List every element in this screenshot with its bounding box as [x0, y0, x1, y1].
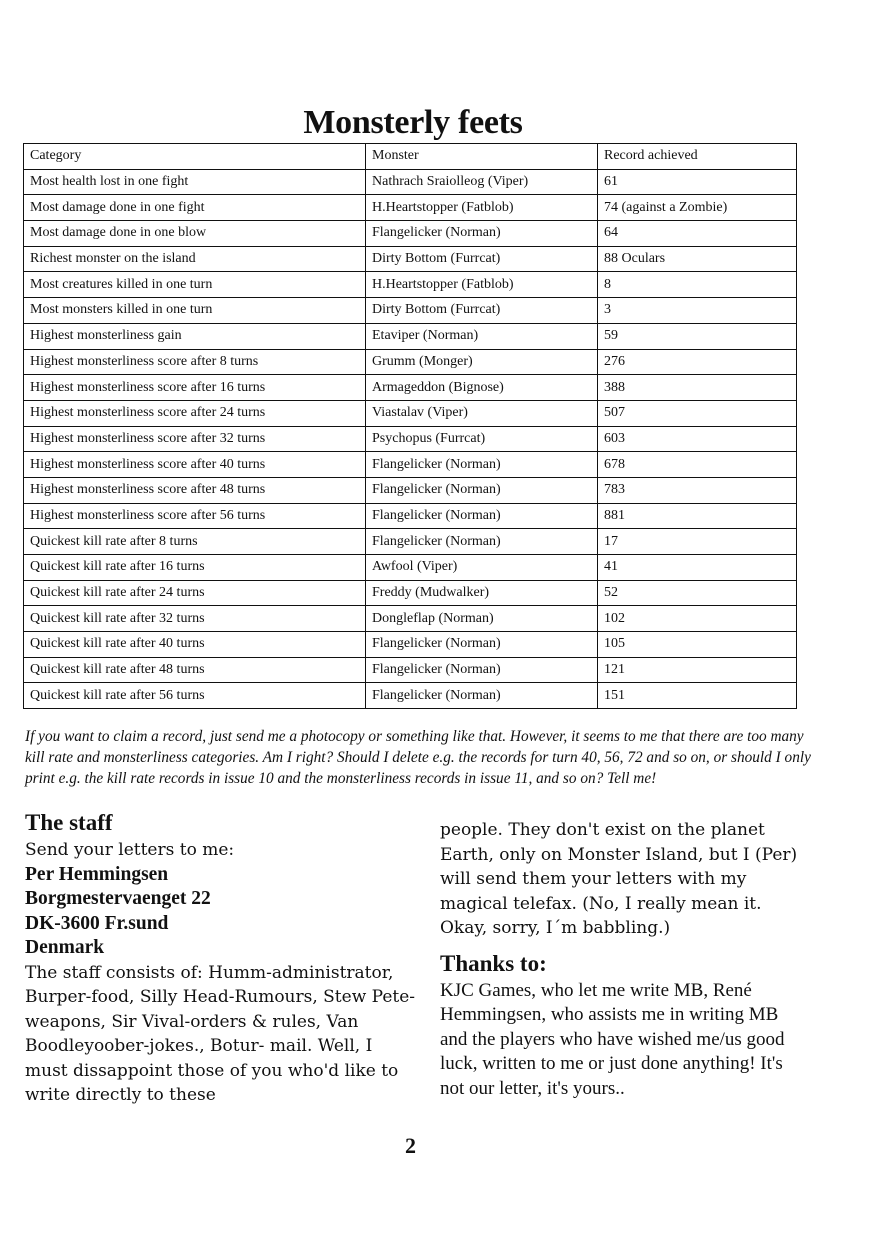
- cell-record: 388: [598, 375, 797, 401]
- address-country: Denmark: [25, 937, 105, 958]
- cell-category: Most damage done in one blow: [24, 221, 366, 247]
- cell-category: Most creatures killed in one turn: [24, 272, 366, 298]
- cell-monster: Flangelicker (Norman): [366, 503, 598, 529]
- cell-category: Highest monsterliness score after 16 turns: [24, 375, 366, 401]
- table-row: [24, 580, 797, 606]
- cell-record: 102: [598, 606, 797, 632]
- cell-record: 17: [598, 529, 797, 555]
- address-street: Borgmestervaenget 22: [25, 888, 211, 909]
- cell-category: Quickest kill rate after 24 turns: [24, 580, 366, 606]
- cell-record: 61: [598, 169, 797, 195]
- table-row: [24, 195, 797, 221]
- table-row: [24, 349, 797, 375]
- table-row: [24, 221, 797, 247]
- table-row: [24, 323, 797, 349]
- cell-record: 783: [598, 477, 797, 503]
- cell-record: 41: [598, 555, 797, 581]
- cell-record: 881: [598, 503, 797, 529]
- cell-category: Highest monsterliness score after 24 turns: [24, 400, 366, 426]
- cell-record: 64: [598, 221, 797, 247]
- staff-continued: people. They don't exist on the planet Earth, only on Monster Island, but I (Per) will send them your letters with my magical telefax. (No, I really mean it. Okay, sorry, I´m babbling.): [440, 820, 798, 938]
- cell-monster: Viastalav (Viper): [366, 400, 598, 426]
- cell-category: Highest monsterliness score after 56 turns: [24, 503, 366, 529]
- cell-category: Quickest kill rate after 48 turns: [24, 657, 366, 683]
- cell-record: 603: [598, 426, 797, 452]
- column-header-category: Category: [24, 144, 366, 170]
- cell-category: Quickest kill rate after 8 turns: [24, 529, 366, 555]
- column-header-record: Record achieved: [598, 144, 797, 170]
- cell-category: Highest monsterliness score after 40 turns: [24, 452, 366, 478]
- table-row: [24, 246, 797, 272]
- staff-intro: Send your letters to me:: [25, 840, 235, 860]
- right-column: [440, 818, 810, 1101]
- cell-monster: Flangelicker (Norman): [366, 632, 598, 658]
- cell-record: 507: [598, 400, 797, 426]
- cell-monster: Flangelicker (Norman): [366, 452, 598, 478]
- cell-category: Quickest kill rate after 40 turns: [24, 632, 366, 658]
- address-name: Per Hemmingsen: [25, 863, 169, 885]
- table-row: [24, 400, 797, 426]
- cell-category: Quickest kill rate after 56 turns: [24, 683, 366, 709]
- cell-monster: Nathrach Sraiolleog (Viper): [366, 169, 598, 195]
- cell-category: Quickest kill rate after 16 turns: [24, 555, 366, 581]
- cell-monster: Dirty Bottom (Furrcat): [366, 246, 598, 272]
- cell-record: 74 (against a Zombie): [598, 195, 797, 221]
- cell-monster: Flangelicker (Norman): [366, 529, 598, 555]
- cell-record: 59: [598, 323, 797, 349]
- cell-record: 88 Oculars: [598, 246, 797, 272]
- cell-record: 52: [598, 580, 797, 606]
- table-row: [24, 375, 797, 401]
- table-row: [24, 503, 797, 529]
- thanks-heading: Thanks to:: [440, 950, 547, 976]
- cell-monster: Dongleflap (Norman): [366, 606, 598, 632]
- cell-category: Quickest kill rate after 32 turns: [24, 606, 366, 632]
- cell-record: 8: [598, 272, 797, 298]
- cell-category: Most damage done in one fight: [24, 195, 366, 221]
- cell-record: 121: [598, 657, 797, 683]
- cell-category: Highest monsterliness gain: [24, 323, 366, 349]
- left-column: [25, 808, 420, 1108]
- cell-category: Most monsters killed in one turn: [24, 298, 366, 324]
- cell-monster: Flangelicker (Norman): [366, 657, 598, 683]
- cell-category: Richest monster on the island: [24, 246, 366, 272]
- cell-monster: Psychopus (Furrcat): [366, 426, 598, 452]
- staff-heading: The staff: [25, 810, 113, 835]
- staff-body: The staff consists of: Humm-administrator, Burper-food, Silly Head-Rumours, Stew Pete-weapons, Sir Vival-orders & rules, Van Boodleyoober-jokes., Botur- mail. Well, I must dissappoint those of you who'd like to write directly to these: [25, 962, 416, 1105]
- table-row: [24, 555, 797, 581]
- cell-monster: Freddy (Mudwalker): [366, 580, 598, 606]
- cell-monster: Etaviper (Norman): [366, 323, 598, 349]
- table-row: [24, 426, 797, 452]
- table-header-row: [24, 144, 797, 170]
- table-row: [24, 632, 797, 658]
- cell-monster: Grumm (Monger): [366, 349, 598, 375]
- cell-monster: Flangelicker (Norman): [366, 683, 598, 709]
- table-row: [24, 529, 797, 555]
- cell-monster: H.Heartstopper (Fatblob): [366, 195, 598, 221]
- page-number: 2: [405, 1133, 416, 1158]
- thanks-body: KJC Games, who let me write MB, René Hemmingsen, who assists me in writing MB and the players who have wished me/us good luck, written to me or just done anything! It's not our letter, it's yours..: [440, 979, 785, 1099]
- table-row: [24, 452, 797, 478]
- cell-monster: Awfool (Viper): [366, 555, 598, 581]
- records-table: [23, 143, 797, 709]
- cell-monster: Armageddon (Bignose): [366, 375, 598, 401]
- cell-record: 276: [598, 349, 797, 375]
- cell-category: Highest monsterliness score after 32 turns: [24, 426, 366, 452]
- table-row: [24, 272, 797, 298]
- cell-record: 3: [598, 298, 797, 324]
- cell-category: Most health lost in one fight: [24, 169, 366, 195]
- table-row: [24, 683, 797, 709]
- cell-record: 105: [598, 632, 797, 658]
- address-city: DK-3600 Fr.sund: [25, 912, 169, 934]
- cell-monster: Dirty Bottom (Furrcat): [366, 298, 598, 324]
- table-row: [24, 298, 797, 324]
- cell-record: 151: [598, 683, 797, 709]
- column-header-monster: Monster: [366, 144, 598, 170]
- table-row: [24, 169, 797, 195]
- cell-monster: H.Heartstopper (Fatblob): [366, 272, 598, 298]
- cell-monster: Flangelicker (Norman): [366, 221, 598, 247]
- records-note: If you want to claim a record, just send me a photocopy or something like that. However, it seems to me that there are too many kill rate and monsterliness categories. Am I right? Should I delete e.g. the records for turn 40, 56, 72 and so on, or should I only print e.g. the kill rate records in issue 10 and the monsterliness records in issue 11, and so on? Tell me!: [25, 728, 811, 787]
- cell-category: Highest monsterliness score after 8 turns: [24, 349, 366, 375]
- table-row: [24, 477, 797, 503]
- cell-monster: Flangelicker (Norman): [366, 477, 598, 503]
- table-row: [24, 657, 797, 683]
- table-row: [24, 606, 797, 632]
- cell-record: 678: [598, 452, 797, 478]
- cell-category: Highest monsterliness score after 48 turns: [24, 477, 366, 503]
- page-title: Monsterly feets: [303, 104, 523, 141]
